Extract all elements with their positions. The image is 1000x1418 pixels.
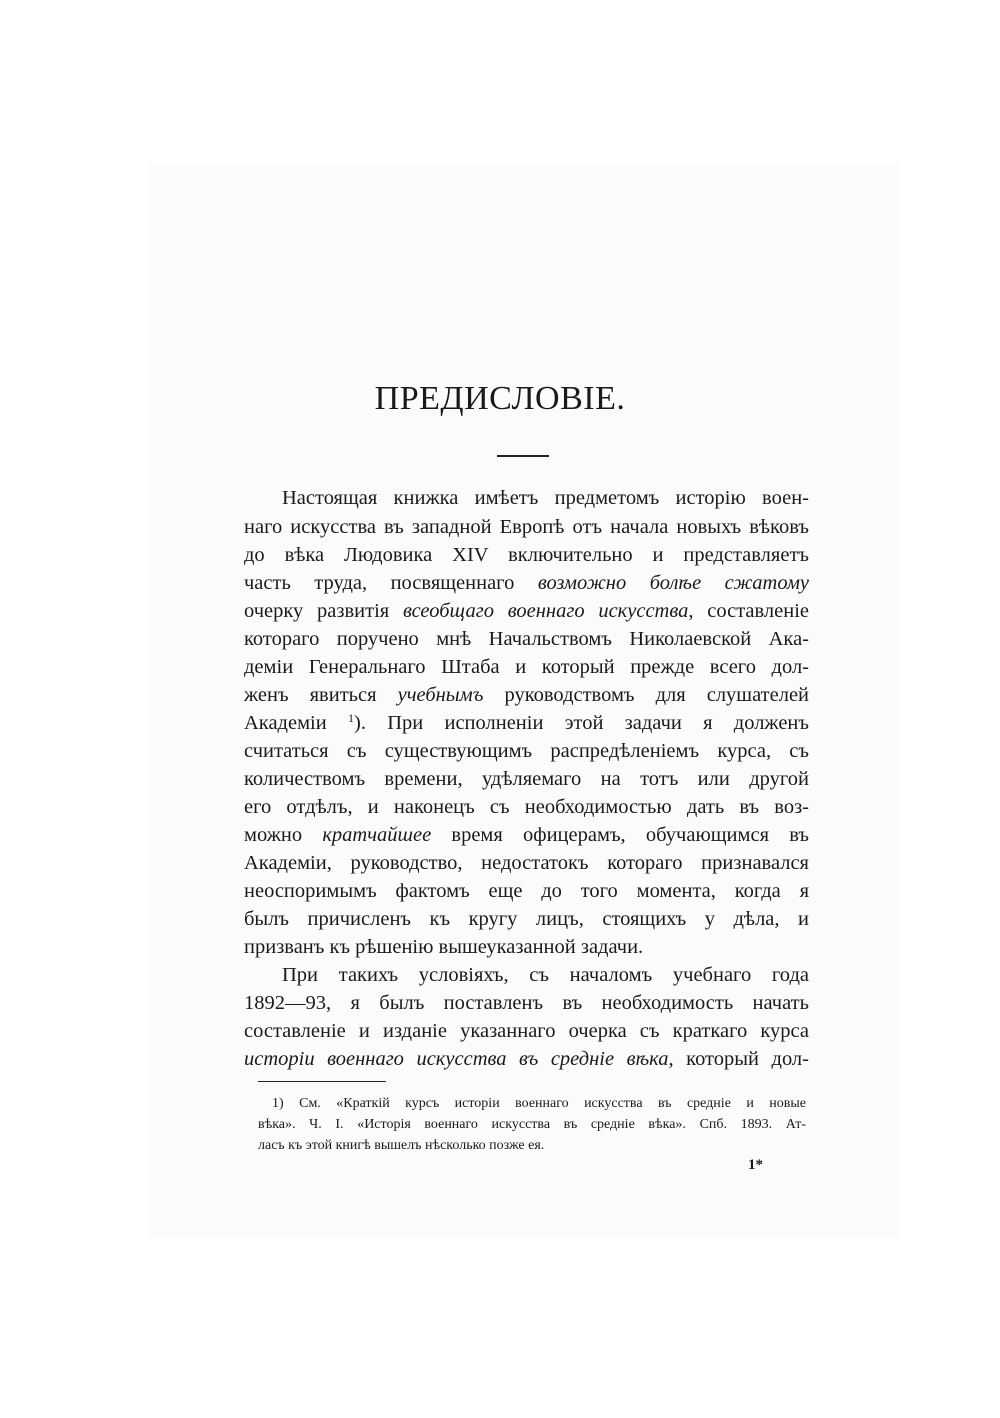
footnote-line: ласъ къ этой книгѣ вышелъ нѣсколько позже ея.: [258, 1138, 545, 1153]
body-line: 1892—93, я былъ поставленъ въ необходимость начать: [244, 992, 809, 1014]
body-line: до вѣка Людовика XIV включительно и представляетъ: [244, 544, 809, 566]
body-line: его отдѣлъ, и наконецъ съ необходимостью дать въ воз-: [244, 796, 809, 818]
page-title: ПРЕДИСЛОВІЕ.: [374, 380, 626, 417]
footnote-ref: 1: [348, 711, 354, 725]
body-line: Академіи, руководство, недостатокъ котораго признавался: [244, 852, 809, 874]
body-line: При такихъ условіяхъ, съ началомъ учебнаго года: [282, 964, 809, 986]
body-line: деміи Генеральнаго Штаба и который прежде всего дол-: [244, 656, 809, 678]
body-line: очерку развитія всеобщаго военнаго искусства, составленіе: [244, 600, 810, 622]
body-line: женъ явиться учебнымъ руководствомъ для слушателей: [244, 684, 810, 706]
body-line: можно кратчайшее время офицерамъ, обучающимся въ: [244, 824, 810, 846]
body-line: исторіи военнаго искусства въ средніе вѣка, который дол-: [244, 1048, 809, 1070]
body-line: былъ причисленъ къ кругу лицъ, стоящихъ у дѣла, и: [244, 908, 809, 930]
italic-phrase: всеобщаго военнаго искусства: [402, 600, 689, 622]
body-line: количествомъ времени, удѣляемаго на тотъ или другой: [244, 768, 809, 790]
italic-phrase: исторіи военнаго искусства въ средніе вѣка: [244, 1048, 669, 1070]
signature-mark: 1*: [748, 1157, 763, 1173]
body-line: составленіе и изданіе указаннаго очерка съ краткаго курса: [244, 1020, 809, 1042]
footnote-rule: [258, 1081, 386, 1082]
body-line: часть труда, посвященнаго возможно болѣе сжатому: [244, 572, 810, 594]
italic-phrase: кратчайшее: [322, 824, 432, 846]
italic-phrase: возможно болѣе сжатому: [537, 572, 810, 594]
body-line: считаться съ существующимъ распредѣленіемъ курса, съ: [244, 740, 809, 762]
title-rule: [497, 455, 549, 457]
footnote-line: 1) См. «Краткій курсъ исторіи военнаго искусства въ средніе и новые: [272, 1096, 806, 1111]
body-line: Академіи $^1$). При исполненіи этой задачи я долженъ: [244, 711, 809, 734]
body-line: Настоящая книжка имѣетъ предметомъ исторію воен-: [282, 487, 809, 509]
body-line: неоспоримымъ фактомъ еще до того момента, когда я: [244, 880, 809, 902]
body-line: наго искусства въ западной Европѣ отъ начала новыхъ вѣковъ: [244, 516, 809, 538]
body-line: призванъ къ рѣшенію вышеуказанной задачи.: [244, 936, 644, 958]
body-line: котораго поручено мнѣ Начальствомъ Николаевской Ака-: [244, 628, 809, 650]
footnote-line: вѣка». Ч. I. «Исторія военнаго искусства въ средніе вѣка». Спб. 1893. Ат-: [258, 1117, 806, 1132]
italic-phrase: учебнымъ: [397, 684, 484, 706]
